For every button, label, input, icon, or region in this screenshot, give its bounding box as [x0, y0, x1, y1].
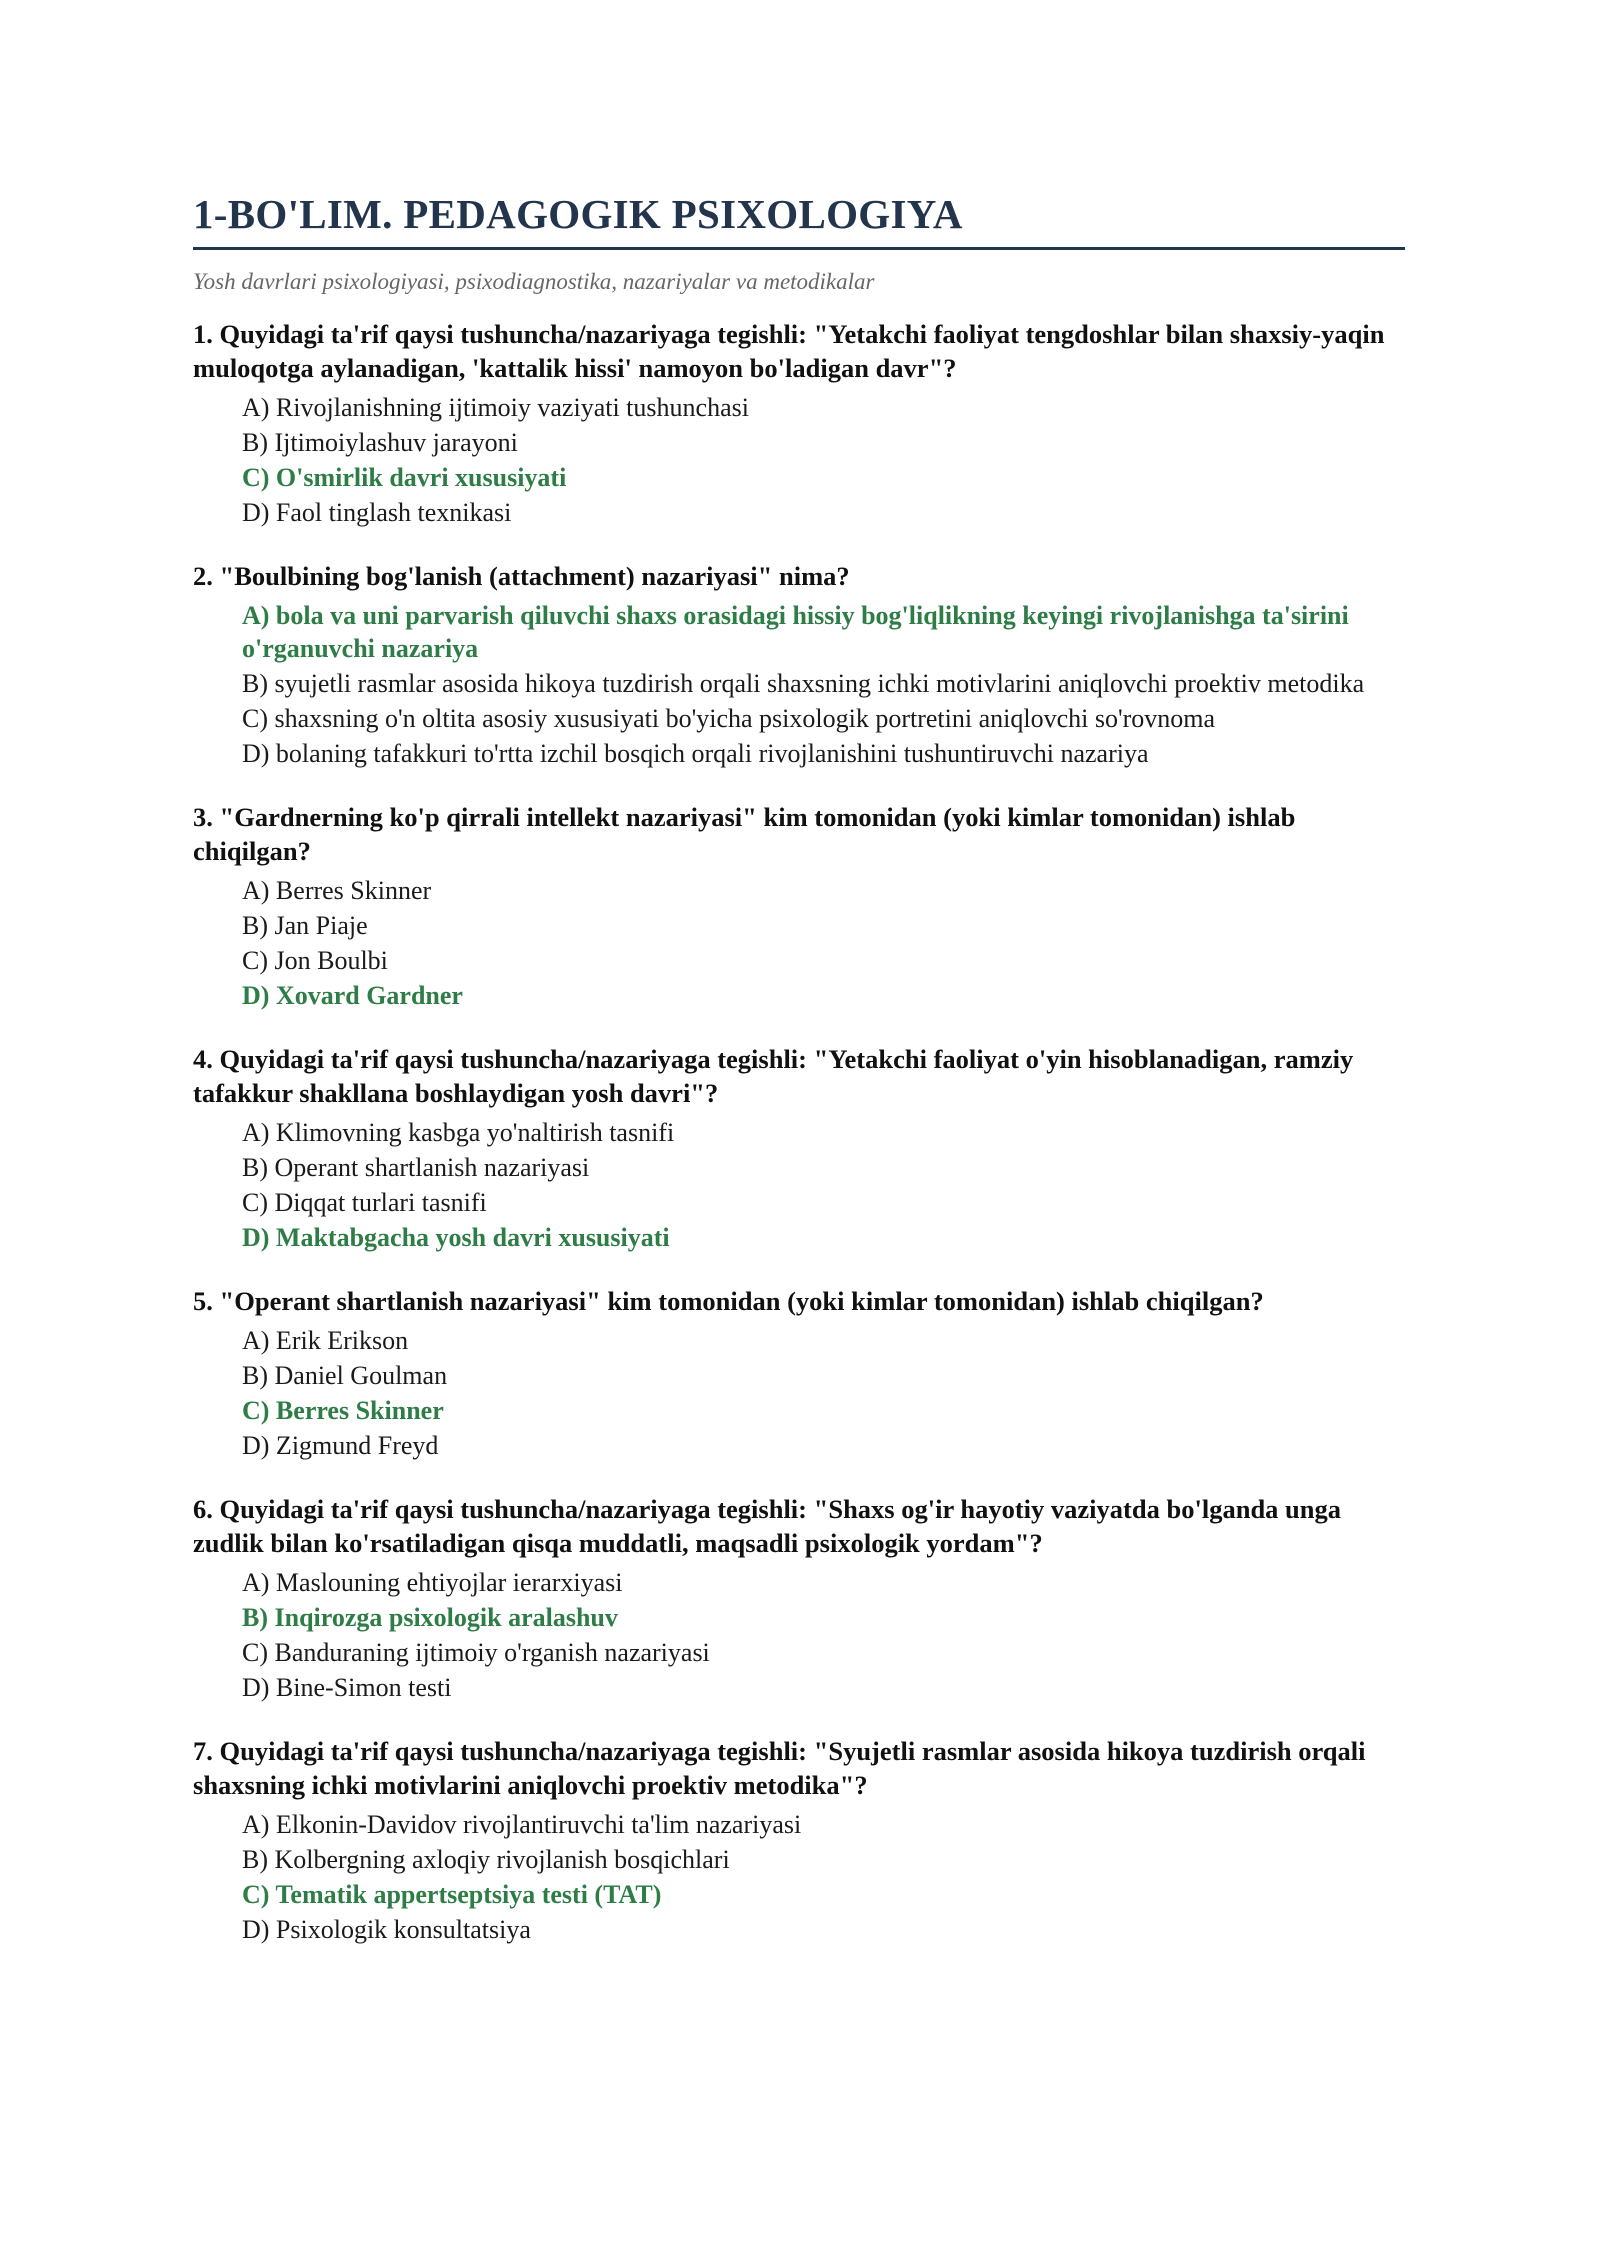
answer-option: B) Operant shartlanish nazariyasi — [242, 1153, 590, 1182]
answer-option: B) Ijtimoiylashuv jarayoni — [242, 428, 518, 457]
answer-options — [193, 599, 1405, 770]
answer-options — [193, 391, 1405, 529]
question-text: 5. "Operant shartlanish nazariyasi" kim tomonidan (yoki kimlar tomonidan) ishlab chiqilgan? — [193, 1286, 1264, 1316]
question-text: 7. Quyidagi ta'rif qaysi tushuncha/nazariyaga tegishli: "Syujetli rasmlar asosida hikoya tuzdirish orqali shaxsning ichki motivlarini aniqlovchi proektiv metodika"? — [193, 1736, 1366, 1800]
document-page — [193, 190, 1405, 1976]
answer-option: A) Elkonin-Davidov rivojlantiruvchi ta'lim nazariyasi — [242, 1810, 802, 1839]
question-3 — [193, 800, 1405, 1012]
answer-options — [193, 1116, 1405, 1254]
question-text: 4. Quyidagi ta'rif qaysi tushuncha/nazariyaga tegishli: "Yetakchi faoliyat o'yin hisoblanadigan, ramziy tafakkur shakllana boshlaydigan yosh davri"? — [193, 1044, 1354, 1108]
answer-option-correct: C) O'smirlik davri xususiyati — [242, 463, 567, 492]
answer-options — [193, 1566, 1405, 1704]
answer-option-correct: D) Xovard Gardner — [242, 981, 463, 1010]
answer-option-correct: C) Berres Skinner — [242, 1396, 444, 1425]
answer-option: C) shaxsning o'n oltita asosiy xususiyati bo'yicha psixologik portretini aniqlovchi so'rovnoma — [242, 704, 1216, 733]
answer-option: B) syujetli rasmlar asosida hikoya tuzdirish orqali shaxsning ichki motivlarini aniqlovchi proektiv metodika — [242, 669, 1365, 698]
question-1 — [193, 317, 1405, 529]
answer-option-correct: C) Tematik appertseptsiya testi (TAT) — [242, 1880, 662, 1909]
section-subtitle: Yosh davrlari psixologiyasi, psixodiagnostika, nazariyalar va metodikalar — [193, 269, 875, 294]
answer-option: A) Klimovning kasbga yo'naltirish tasnifi — [242, 1118, 675, 1147]
answer-option: D) Faol tinglash texnikasi — [242, 498, 512, 527]
answer-option: A) Berres Skinner — [242, 876, 432, 905]
question-5 — [193, 1284, 1405, 1462]
question-4 — [193, 1042, 1405, 1254]
question-text: 6. Quyidagi ta'rif qaysi tushuncha/nazariyaga tegishli: "Shaxs og'ir hayotiy vaziyatda bo'lganda unga zudlik bilan ko'rsatiladigan qisqa muddatli, maqsadli psixologik yordam"? — [193, 1494, 1342, 1558]
answer-options — [193, 1808, 1405, 1946]
answer-option: C) Banduraning ijtimoiy o'rganish nazariyasi — [242, 1638, 710, 1667]
answer-option: C) Jon Boulbi — [242, 946, 388, 975]
answer-option: B) Kolbergning axloqiy rivojlanish bosqichlari — [242, 1845, 730, 1874]
question-2 — [193, 559, 1405, 770]
answer-option: D) bolaning tafakkuri to'rtta izchil bosqich orqali rivojlanishini tushuntiruvchi nazariya — [242, 739, 1149, 768]
question-text: 1. Quyidagi ta'rif qaysi tushuncha/nazariyaga tegishli: "Yetakchi faoliyat tengdoshlar bilan shaxsiy-yaqin muloqotga aylanadigan, 'kattalik hissi' namoyon bo'ladigan davr"? — [193, 319, 1385, 383]
answer-option-correct: D) Maktabgacha yosh davri xususiyati — [242, 1223, 670, 1252]
question-list — [193, 317, 1405, 1946]
question-7 — [193, 1734, 1405, 1946]
section-title: 1-BO'LIM. PEDAGOGIK PSIXOLOGIYA — [193, 190, 1405, 250]
answer-option-correct: A) bola va uni parvarish qiluvchi shaxs orasidagi hissiy bog'liqlikning keyingi rivojlanishga ta'sirini o'rganuvchi nazariya — [242, 601, 1349, 663]
answer-option: C) Diqqat turlari tasnifi — [242, 1188, 487, 1217]
answer-option: D) Psixologik konsultatsiya — [242, 1915, 531, 1944]
answer-option: B) Daniel Goulman — [242, 1361, 448, 1390]
question-6 — [193, 1492, 1405, 1704]
question-text: 3. "Gardnerning ko'p qirrali intellekt nazariyasi" kim tomonidan (yoki kimlar tomonidan) ishlab chiqilgan? — [193, 802, 1296, 866]
answer-option-correct: B) Inqirozga psixologik aralashuv — [242, 1603, 618, 1632]
answer-option: A) Rivojlanishning ijtimoiy vaziyati tushunchasi — [242, 393, 749, 422]
answer-option: D) Bine-Simon testi — [242, 1673, 452, 1702]
answer-option: B) Jan Piaje — [242, 911, 368, 940]
answer-option: A) Maslouning ehtiyojlar ierarxiyasi — [242, 1568, 623, 1597]
answer-options — [193, 874, 1405, 1012]
answer-option: A) Erik Erikson — [242, 1326, 409, 1355]
question-text: 2. "Boulbining bog'lanish (attachment) nazariyasi" nima? — [193, 561, 850, 591]
answer-options — [193, 1324, 1405, 1462]
answer-option: D) Zigmund Freyd — [242, 1431, 439, 1460]
